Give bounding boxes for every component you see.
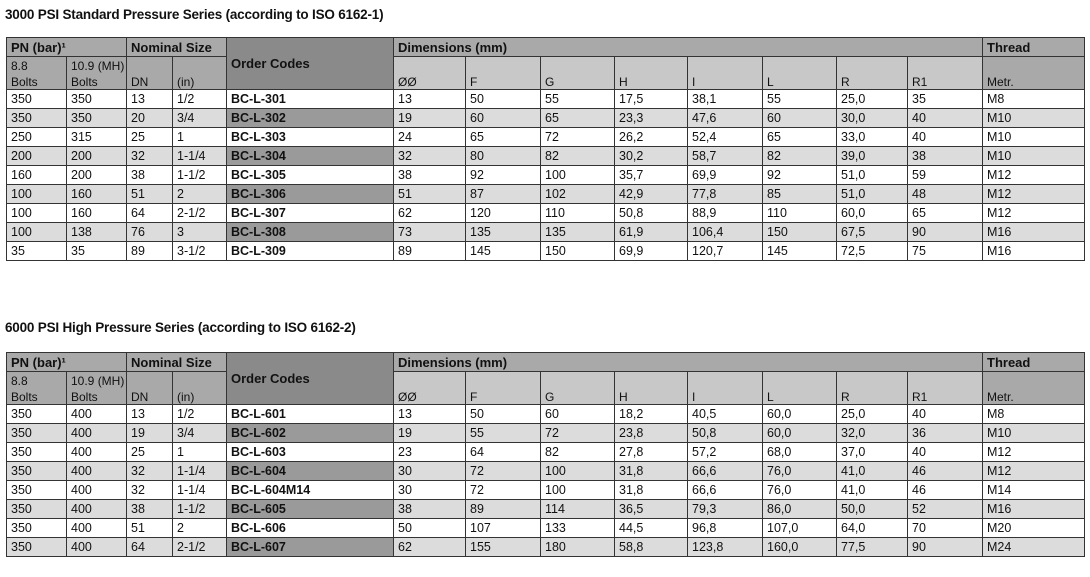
cell-pn-109: 400: [67, 481, 127, 500]
cell-inch: 1-1/4: [173, 462, 227, 481]
cell-i: 66,6: [688, 462, 763, 481]
cell-g: 100: [541, 481, 615, 500]
cell-g: 60: [541, 405, 615, 424]
cell-order-code: BC-L-305: [227, 166, 394, 185]
cell-l: 92: [763, 166, 837, 185]
cell-pn-109: 400: [67, 462, 127, 481]
cell-r: 25,0: [837, 405, 908, 424]
r-header: R: [837, 388, 908, 405]
bolts-88-sub: Bolts: [7, 73, 67, 90]
cell-g: 82: [541, 443, 615, 462]
cell-dn: 19: [127, 424, 173, 443]
cell-order-code: BC-L-308: [227, 223, 394, 242]
cell-f: 55: [466, 424, 541, 443]
metr-header: Metr.: [983, 388, 1085, 405]
cell-pn-109: 200: [67, 147, 127, 166]
cell-f: 120: [466, 204, 541, 223]
table-row: [7, 128, 1085, 147]
cell-f: 80: [466, 147, 541, 166]
cell-od: 50: [394, 519, 466, 538]
cell-r1: 90: [908, 223, 983, 242]
cell-order-code: BC-L-306: [227, 185, 394, 204]
cell-r: 30,0: [837, 109, 908, 128]
cell-dn: 38: [127, 500, 173, 519]
cell-f: 145: [466, 242, 541, 261]
cell-order-code: BC-L-603: [227, 443, 394, 462]
cell-pn-109: 160: [67, 204, 127, 223]
cell-i: 69,9: [688, 166, 763, 185]
cell-od: 13: [394, 90, 466, 109]
cell-i: 66,6: [688, 481, 763, 500]
high-pressure-table: [6, 352, 1085, 557]
cell-pn-109: 350: [67, 109, 127, 128]
cell-r: 41,0: [837, 462, 908, 481]
cell-od: 89: [394, 242, 466, 261]
cell-od: 38: [394, 500, 466, 519]
cell-i: 57,2: [688, 443, 763, 462]
cell-l: 76,0: [763, 481, 837, 500]
cell-od: 30: [394, 462, 466, 481]
cell-dn: 13: [127, 90, 173, 109]
thread-header: Thread: [983, 38, 1085, 57]
cell-h: 42,9: [615, 185, 688, 204]
cell-order-code: BC-L-604M14: [227, 481, 394, 500]
cell-pn-88: 100: [7, 223, 67, 242]
cell-pn-88: 100: [7, 204, 67, 223]
cell-l: 82: [763, 147, 837, 166]
cell-r1: 52: [908, 500, 983, 519]
cell-dn: 51: [127, 519, 173, 538]
cell-r1: 36: [908, 424, 983, 443]
cell-f: 72: [466, 481, 541, 500]
table-row: [7, 147, 1085, 166]
table-row: [7, 500, 1085, 519]
cell-i: 47,6: [688, 109, 763, 128]
cell-f: 50: [466, 90, 541, 109]
cell-f: 89: [466, 500, 541, 519]
cell-dn: 25: [127, 128, 173, 147]
cell-h: 31,8: [615, 481, 688, 500]
cell-dn: 32: [127, 462, 173, 481]
table-row: [7, 443, 1085, 462]
cell-l: 86,0: [763, 500, 837, 519]
dimensions-header: Dimensions (mm): [394, 353, 983, 372]
cell-thread: M10: [983, 109, 1085, 128]
table-2-title: 6000 PSI High Pressure Series (according to ISO 6162-2): [5, 320, 356, 335]
cell-order-code: BC-L-607: [227, 538, 394, 557]
cell-l: 107,0: [763, 519, 837, 538]
cell-dn: 20: [127, 109, 173, 128]
cell-pn-109: 160: [67, 185, 127, 204]
cell-g: 65: [541, 109, 615, 128]
table-row: [7, 481, 1085, 500]
cell-h: 50,8: [615, 204, 688, 223]
cell-g: 72: [541, 128, 615, 147]
cell-inch: 1/2: [173, 405, 227, 424]
cell-inch: 1: [173, 128, 227, 147]
nominal-size-header: Nominal Size: [127, 353, 227, 372]
order-codes-header: Order Codes: [227, 353, 394, 405]
cell-pn-109: 400: [67, 519, 127, 538]
cell-inch: 2: [173, 519, 227, 538]
cell-r1: 70: [908, 519, 983, 538]
cell-i: 96,8: [688, 519, 763, 538]
cell-r: 51,0: [837, 185, 908, 204]
i-header: I: [688, 73, 763, 90]
cell-pn-88: 350: [7, 500, 67, 519]
cell-thread: M12: [983, 185, 1085, 204]
cell-order-code: BC-L-307: [227, 204, 394, 223]
cell-r: 33,0: [837, 128, 908, 147]
cell-order-code: BC-L-604: [227, 462, 394, 481]
cell-dn: 64: [127, 538, 173, 557]
cell-l: 60: [763, 109, 837, 128]
cell-order-code: BC-L-303: [227, 128, 394, 147]
cell-f: 50: [466, 405, 541, 424]
nominal-size-header: Nominal Size: [127, 38, 227, 57]
cell-r1: 46: [908, 481, 983, 500]
cell-inch: 1-1/2: [173, 166, 227, 185]
cell-pn-109: 138: [67, 223, 127, 242]
standard-pressure-table: [6, 37, 1085, 261]
f-header: F: [466, 388, 541, 405]
cell-inch: 2: [173, 185, 227, 204]
cell-order-code: BC-L-602: [227, 424, 394, 443]
table-row: [7, 204, 1085, 223]
cell-g: 110: [541, 204, 615, 223]
cell-h: 30,2: [615, 147, 688, 166]
cell-inch: 1/2: [173, 90, 227, 109]
cell-r: 60,0: [837, 204, 908, 223]
cell-r: 50,0: [837, 500, 908, 519]
cell-l: 160,0: [763, 538, 837, 557]
cell-g: 100: [541, 166, 615, 185]
cell-r: 77,5: [837, 538, 908, 557]
cell-od: 30: [394, 481, 466, 500]
cell-h: 69,9: [615, 242, 688, 261]
cell-r1: 46: [908, 462, 983, 481]
r-header: R: [837, 73, 908, 90]
cell-pn-88: 350: [7, 462, 67, 481]
cell-od: 19: [394, 424, 466, 443]
cell-pn-88: 200: [7, 147, 67, 166]
cell-thread: M12: [983, 204, 1085, 223]
table-row: [7, 538, 1085, 557]
table-row: [7, 424, 1085, 443]
cell-l: 60,0: [763, 424, 837, 443]
cell-od: 38: [394, 166, 466, 185]
cell-r: 25,0: [837, 90, 908, 109]
cell-i: 106,4: [688, 223, 763, 242]
cell-l: 68,0: [763, 443, 837, 462]
cell-r1: 40: [908, 443, 983, 462]
pn-header: PN (bar)¹: [7, 38, 127, 57]
cell-r1: 40: [908, 128, 983, 147]
pn-header: PN (bar)¹: [7, 353, 127, 372]
cell-l: 85: [763, 185, 837, 204]
cell-h: 26,2: [615, 128, 688, 147]
cell-od: 62: [394, 204, 466, 223]
cell-pn-88: 350: [7, 519, 67, 538]
cell-i: 77,8: [688, 185, 763, 204]
dn-header: DN: [127, 73, 173, 90]
cell-r: 51,0: [837, 166, 908, 185]
cell-pn-88: 35: [7, 242, 67, 261]
r1-header: R1: [908, 73, 983, 90]
cell-h: 61,9: [615, 223, 688, 242]
bolts-109-sub: Bolts: [67, 388, 127, 405]
inch-header: (in): [173, 388, 227, 405]
cell-r: 32,0: [837, 424, 908, 443]
cell-thread: M24: [983, 538, 1085, 557]
cell-l: 65: [763, 128, 837, 147]
cell-r: 72,5: [837, 242, 908, 261]
cell-r1: 40: [908, 109, 983, 128]
inch-header: (in): [173, 73, 227, 90]
od-header: ØØ: [394, 388, 466, 405]
r1-header: R1: [908, 388, 983, 405]
bolts-88-label: 8.8: [7, 57, 67, 74]
cell-l: 76,0: [763, 462, 837, 481]
cell-pn-88: 350: [7, 405, 67, 424]
cell-h: 31,8: [615, 462, 688, 481]
cell-f: 155: [466, 538, 541, 557]
cell-r: 37,0: [837, 443, 908, 462]
cell-r1: 65: [908, 204, 983, 223]
dn-header: DN: [127, 388, 173, 405]
bolts-109-sub: Bolts: [67, 73, 127, 90]
cell-g: 114: [541, 500, 615, 519]
cell-order-code: BC-L-304: [227, 147, 394, 166]
cell-inch: 2-1/2: [173, 204, 227, 223]
cell-r1: 90: [908, 538, 983, 557]
g-header: G: [541, 73, 615, 90]
cell-od: 13: [394, 405, 466, 424]
cell-pn-88: 350: [7, 424, 67, 443]
cell-h: 36,5: [615, 500, 688, 519]
cell-inch: 3/4: [173, 424, 227, 443]
cell-h: 23,8: [615, 424, 688, 443]
cell-r: 39,0: [837, 147, 908, 166]
cell-g: 100: [541, 462, 615, 481]
cell-pn-109: 35: [67, 242, 127, 261]
cell-dn: 13: [127, 405, 173, 424]
cell-l: 55: [763, 90, 837, 109]
cell-g: 135: [541, 223, 615, 242]
cell-g: 180: [541, 538, 615, 557]
bolts-88-sub: Bolts: [7, 388, 67, 405]
cell-r: 41,0: [837, 481, 908, 500]
cell-pn-109: 200: [67, 166, 127, 185]
cell-g: 150: [541, 242, 615, 261]
cell-h: 44,5: [615, 519, 688, 538]
cell-thread: M8: [983, 90, 1085, 109]
l-header: L: [763, 388, 837, 405]
cell-i: 38,1: [688, 90, 763, 109]
cell-r1: 38: [908, 147, 983, 166]
h-header: H: [615, 73, 688, 90]
cell-od: 24: [394, 128, 466, 147]
cell-dn: 64: [127, 204, 173, 223]
cell-dn: 89: [127, 242, 173, 261]
bolts-109-label: 10.9 (MH): [67, 372, 127, 389]
cell-r: 67,5: [837, 223, 908, 242]
cell-f: 135: [466, 223, 541, 242]
cell-i: 52,4: [688, 128, 763, 147]
cell-f: 64: [466, 443, 541, 462]
cell-pn-88: 350: [7, 109, 67, 128]
table-row: [7, 519, 1085, 538]
cell-l: 110: [763, 204, 837, 223]
cell-pn-88: 350: [7, 443, 67, 462]
f-header: F: [466, 73, 541, 90]
cell-thread: M12: [983, 443, 1085, 462]
cell-inch: 1: [173, 443, 227, 462]
cell-pn-88: 350: [7, 481, 67, 500]
cell-order-code: BC-L-601: [227, 405, 394, 424]
cell-inch: 1-1/4: [173, 481, 227, 500]
od-header: ØØ: [394, 73, 466, 90]
cell-h: 18,2: [615, 405, 688, 424]
cell-inch: 1-1/2: [173, 500, 227, 519]
cell-f: 60: [466, 109, 541, 128]
cell-i: 40,5: [688, 405, 763, 424]
cell-h: 58,8: [615, 538, 688, 557]
cell-g: 102: [541, 185, 615, 204]
cell-i: 50,8: [688, 424, 763, 443]
cell-r1: 75: [908, 242, 983, 261]
cell-inch: 3/4: [173, 109, 227, 128]
cell-pn-109: 400: [67, 500, 127, 519]
cell-f: 92: [466, 166, 541, 185]
cell-i: 88,9: [688, 204, 763, 223]
i-header: I: [688, 388, 763, 405]
cell-pn-109: 400: [67, 538, 127, 557]
table-1-title: 3000 PSI Standard Pressure Series (according to ISO 6162-1): [5, 7, 384, 22]
cell-f: 87: [466, 185, 541, 204]
table-row: [7, 185, 1085, 204]
cell-pn-88: 350: [7, 90, 67, 109]
cell-thread: M12: [983, 166, 1085, 185]
cell-order-code: BC-L-606: [227, 519, 394, 538]
cell-l: 145: [763, 242, 837, 261]
cell-thread: M16: [983, 223, 1085, 242]
cell-g: 82: [541, 147, 615, 166]
bolts-88-label: 8.8: [7, 372, 67, 389]
cell-r: 64,0: [837, 519, 908, 538]
h-header: H: [615, 388, 688, 405]
cell-h: 23,3: [615, 109, 688, 128]
cell-l: 60,0: [763, 405, 837, 424]
table-row: [7, 90, 1085, 109]
cell-thread: M10: [983, 128, 1085, 147]
cell-thread: M16: [983, 500, 1085, 519]
cell-f: 72: [466, 462, 541, 481]
cell-od: 32: [394, 147, 466, 166]
cell-pn-109: 400: [67, 443, 127, 462]
cell-dn: 25: [127, 443, 173, 462]
cell-h: 35,7: [615, 166, 688, 185]
cell-thread: M10: [983, 147, 1085, 166]
bolts-109-label: 10.9 (MH): [67, 57, 127, 74]
cell-dn: 38: [127, 166, 173, 185]
cell-f: 107: [466, 519, 541, 538]
cell-thread: M20: [983, 519, 1085, 538]
cell-g: 72: [541, 424, 615, 443]
cell-r1: 35: [908, 90, 983, 109]
cell-r1: 59: [908, 166, 983, 185]
cell-pn-109: 315: [67, 128, 127, 147]
cell-i: 120,7: [688, 242, 763, 261]
cell-od: 51: [394, 185, 466, 204]
cell-inch: 2-1/2: [173, 538, 227, 557]
cell-thread: M12: [983, 462, 1085, 481]
cell-i: 123,8: [688, 538, 763, 557]
cell-h: 17,5: [615, 90, 688, 109]
cell-thread: M16: [983, 242, 1085, 261]
thread-header: Thread: [983, 353, 1085, 372]
cell-g: 55: [541, 90, 615, 109]
cell-pn-109: 400: [67, 424, 127, 443]
table-row: [7, 223, 1085, 242]
metr-header: Metr.: [983, 73, 1085, 90]
cell-f: 65: [466, 128, 541, 147]
cell-pn-109: 400: [67, 405, 127, 424]
cell-dn: 76: [127, 223, 173, 242]
cell-inch: 1-1/4: [173, 147, 227, 166]
cell-r1: 48: [908, 185, 983, 204]
cell-pn-88: 100: [7, 185, 67, 204]
cell-thread: M10: [983, 424, 1085, 443]
cell-od: 62: [394, 538, 466, 557]
cell-order-code: BC-L-605: [227, 500, 394, 519]
cell-i: 79,3: [688, 500, 763, 519]
cell-dn: 51: [127, 185, 173, 204]
cell-dn: 32: [127, 481, 173, 500]
cell-od: 19: [394, 109, 466, 128]
cell-order-code: BC-L-309: [227, 242, 394, 261]
table-row: [7, 166, 1085, 185]
cell-g: 133: [541, 519, 615, 538]
cell-inch: 3-1/2: [173, 242, 227, 261]
cell-i: 58,7: [688, 147, 763, 166]
order-codes-header: Order Codes: [227, 38, 394, 90]
cell-dn: 32: [127, 147, 173, 166]
cell-thread: M8: [983, 405, 1085, 424]
cell-od: 23: [394, 443, 466, 462]
cell-pn-88: 250: [7, 128, 67, 147]
cell-r1: 40: [908, 405, 983, 424]
cell-pn-109: 350: [67, 90, 127, 109]
table-row: [7, 242, 1085, 261]
cell-pn-88: 350: [7, 538, 67, 557]
cell-h: 27,8: [615, 443, 688, 462]
table-row: [7, 462, 1085, 481]
g-header: G: [541, 388, 615, 405]
l-header: L: [763, 73, 837, 90]
cell-thread: M14: [983, 481, 1085, 500]
table-row: [7, 405, 1085, 424]
table-row: [7, 109, 1085, 128]
dimensions-header: Dimensions (mm): [394, 38, 983, 57]
cell-od: 73: [394, 223, 466, 242]
cell-pn-88: 160: [7, 166, 67, 185]
cell-order-code: BC-L-301: [227, 90, 394, 109]
cell-order-code: BC-L-302: [227, 109, 394, 128]
cell-inch: 3: [173, 223, 227, 242]
cell-l: 150: [763, 223, 837, 242]
